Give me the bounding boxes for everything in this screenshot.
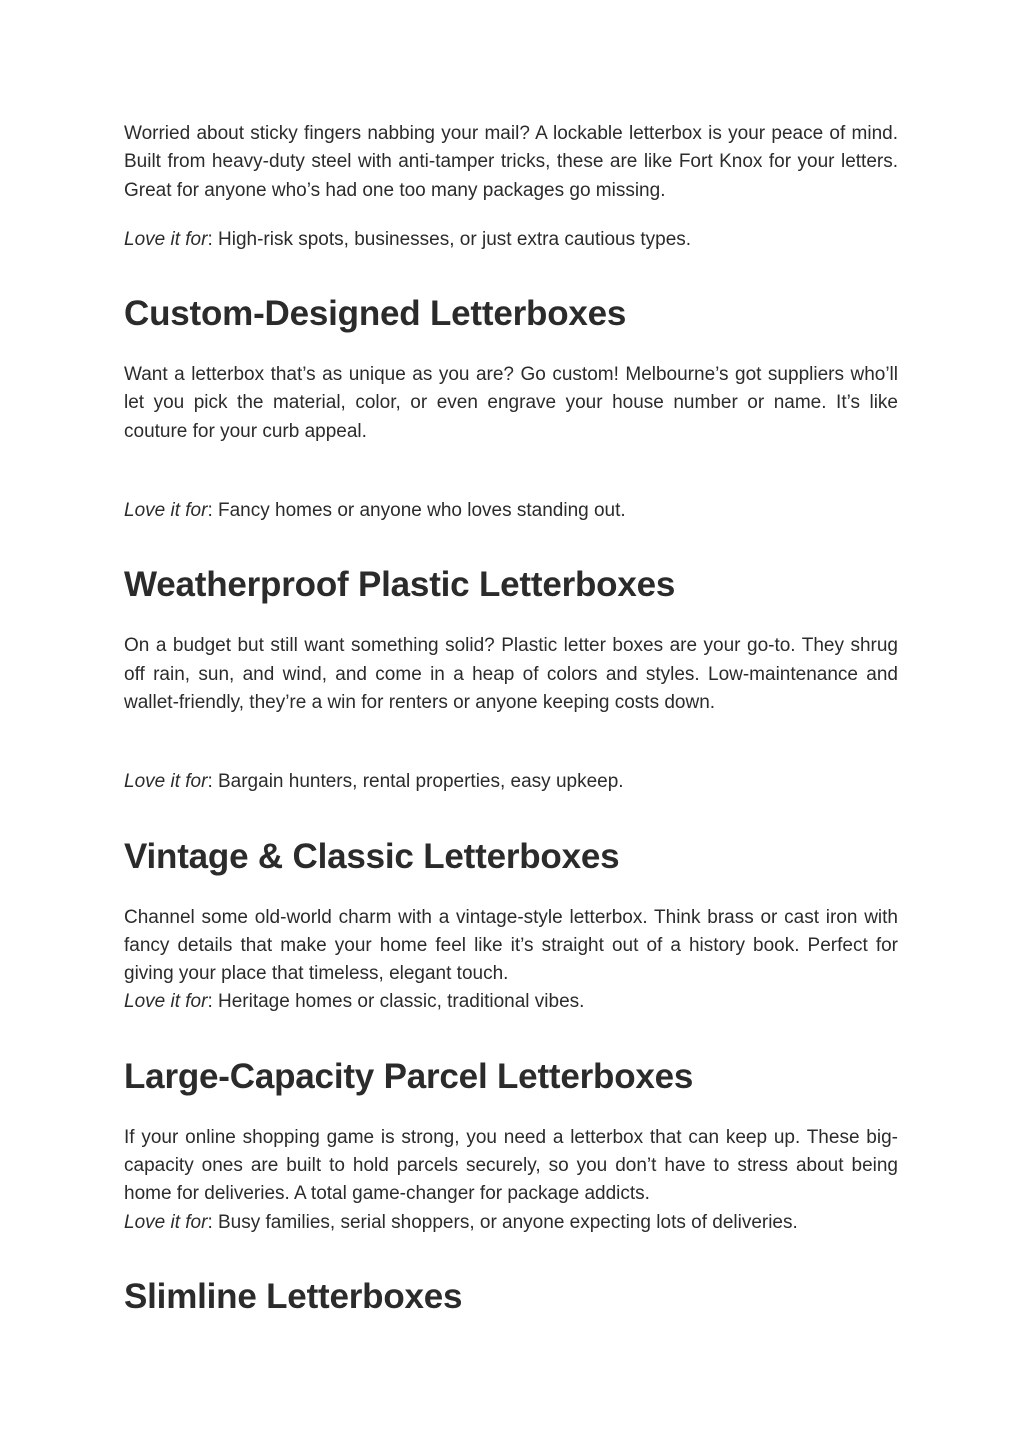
heading-vintage-classic: Vintage & Classic Letterboxes — [124, 836, 620, 876]
heading-custom-designed: Custom-Designed Letterboxes — [124, 294, 627, 334]
large-capacity-parcel-love-it-for — [124, 1209, 898, 1237]
love-text: : Fancy homes or anyone who loves standing out. — [207, 500, 626, 522]
love-label: Love it for — [124, 500, 208, 522]
love-label: Love it for — [124, 991, 208, 1013]
custom-designed-love-it-for — [124, 497, 898, 525]
heading-slimline: Slimline Letterboxes — [124, 1276, 463, 1316]
document-page — [124, 120, 898, 1344]
weatherproof-plastic-paragraph: On a budget but still want something solid? Plastic letter boxes are your go-to. They shrug off rain, sun, and wind, and come in a heap of colors and styles. Low-maintenance and wallet-friendly, they’re a win for renters or anyone keeping costs down. — [124, 635, 898, 713]
heading-weatherproof-plastic: Weatherproof Plastic Letterboxes — [124, 565, 676, 605]
love-label: Love it for — [124, 771, 208, 793]
weatherproof-plastic-love-it-for — [124, 768, 898, 796]
love-label: Love it for — [124, 228, 208, 250]
large-capacity-parcel-paragraph: If your online shopping game is strong, you need a letterbox that can keep up. These big-capacity ones are built to hold parcels securely, so you don’t have to stress about being home for deliveries. A total game-changer for package addicts. — [124, 1126, 898, 1205]
love-label: Love it for — [124, 1211, 208, 1233]
love-text: : High-risk spots, businesses, or just extra cautious types. — [207, 228, 692, 250]
custom-designed-paragraph: Want a letterbox that’s as unique as you are? Go custom! Melbourne’s got suppliers who’ll let you pick the material, color, or even engrave your house number or name. It’s like couture for your curb appeal. — [124, 364, 898, 442]
love-text: : Heritage homes or classic, traditional vibes. — [207, 991, 585, 1013]
love-text: : Bargain hunters, rental properties, easy upkeep. — [207, 771, 624, 793]
intro-love-it-for — [124, 226, 898, 254]
vintage-classic-paragraph: Channel some old-world charm with a vintage-style letterbox. Think brass or cast iron with fancy details that make your home feel like it’s straight out of a history book. Perfect for giving your place that timeless, elegant touch. — [124, 906, 898, 985]
love-text: : Busy families, serial shoppers, or anyone expecting lots of deliveries. — [207, 1211, 798, 1233]
heading-large-capacity-parcel: Large-Capacity Parcel Letterboxes — [124, 1056, 694, 1096]
intro-paragraph: Worried about sticky fingers nabbing your mail? A lockable letterbox is your peace of mind. Built from heavy-duty steel with anti-tamper tricks, these are like Fort Knox for your letters. Great for anyone who’s had one too many packages go missing. — [124, 123, 898, 201]
vintage-classic-love-it-for — [124, 988, 898, 1016]
